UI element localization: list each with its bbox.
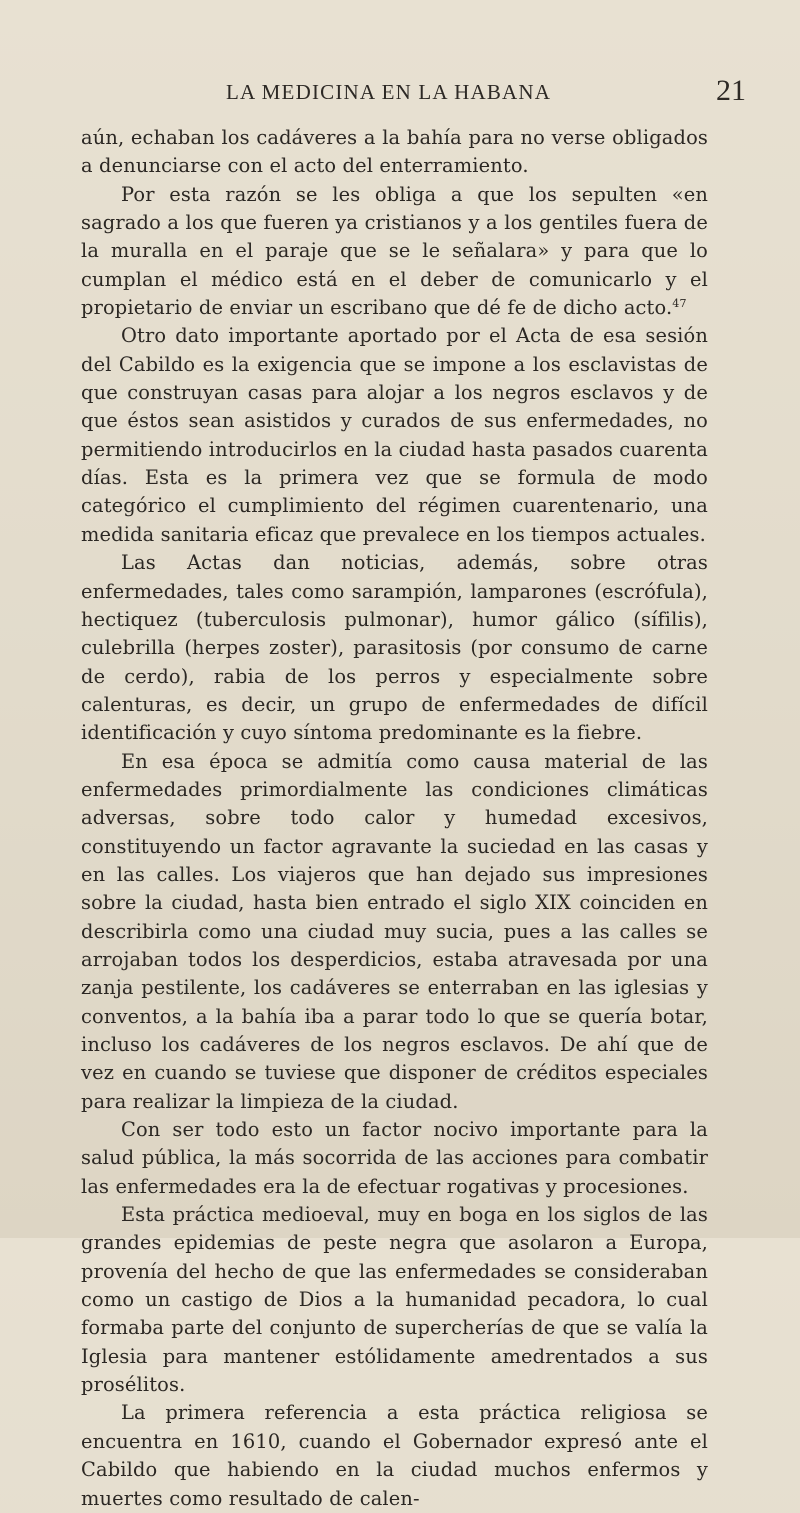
paragraph-text: Con ser todo esto un factor nocivo importante para la salud pública, la más socorrida de las acciones para combatir las enfermedades era la de efectuar rogativas y procesiones.	[81, 1118, 708, 1198]
paragraph-text: Por esta razón se les obliga a que los sepulten «en sagrado a los que fueren ya cristianos y a los gentiles fuera de la muralla en el paraje que se le señalara» y para que lo cumplan el médico está en el deber de comunicarlo y el propietario de enviar un escribano que dé fe de dicho acto.	[81, 182, 708, 320]
paragraph-text: aún, echaban los cadáveres a la bahía para no verse obligados a denunciarse con el acto del enterramiento.	[81, 126, 708, 178]
paragraph	[81, 1116, 708, 1201]
paragraph-text: Esta práctica medioeval, muy en boga en los siglos de las grandes epidemias de peste negra que asolaron a Europa, provenía del hecho de que las enfermedades se consideraban como un castigo de Dios a la humanidad pecadora, lo cual formaba parte del conjunto de supercherías de que se valía la Iglesia para mantener estólidamente amedrentados a sus prosélitos.	[81, 1203, 708, 1397]
running-header	[0, 74, 800, 108]
body-text	[81, 124, 708, 1513]
page-number: 21	[716, 74, 746, 107]
paragraph-continuation	[81, 124, 708, 181]
paragraph-text: En esa época se admitía como causa material de las enfermedades primordialmente las condiciones climáticas adversas, sobre todo calor y humedad excesivos, constituyendo un factor agravante la suciedad en las casas y en las calles. Los viajeros que han dejado sus impresiones sobre la ciudad, hasta bien entrado el siglo XIX coinciden en describirla como una ciudad muy sucia, pues a las calles se arrojaban todos los desperdicios, estaba atravesada por una zanja pestilente, los cadáveres se enterraban en las iglesias y conventos, a la bahía iba a parar todo lo que se quería botar, incluso los cadáveres de los negros esclavos. De ahí que de vez en cuando se tuviese que disponer de créditos especiales para realizar la limpieza de la ciudad.	[81, 749, 708, 1113]
paragraph	[81, 549, 708, 747]
footnote-marker: 47	[672, 297, 687, 311]
paragraph-text: Las Actas dan noticias, además, sobre otras enfermedades, tales como sarampión, lamparones (escrófula), hectiquez (tuberculosis pulmonar), humor gálico (sífilis), culebrilla (herpes zoster), parasitosis (por consumo de carne de cerdo), rabia de los perros y especialmente sobre calenturas, es decir, un grupo de enfermedades de difícil identificación y cuyo síntoma predominante es la fiebre.	[81, 551, 708, 745]
paragraph	[81, 322, 708, 549]
paragraph	[81, 748, 708, 1116]
paragraph-text: Otro dato importante aportado por el Acta de esa sesión del Cabildo es la exigencia que se impone a los esclavistas de que construyan casas para alojar a los negros esclavos y de que éstos sean asistidos y curados de sus enfermedades, no permitiendo introducirlos en la ciudad hasta pasados cuarenta días. Esta es la primera vez que se formula de modo categórico el cumplimiento del régimen cuarentenario, una medida sanitaria eficaz que prevalece en los tiempos actuales.	[81, 324, 708, 546]
paragraph	[81, 1201, 708, 1399]
paragraph	[81, 1399, 708, 1512]
paragraph-text: La primera referencia a esta práctica religiosa se encuentra en 1610, cuando el Gobernador expresó ante el Cabildo que habiendo en la ciudad muchos enfermos y muertes como resultado de calen-	[81, 1401, 708, 1510]
running-title: LA MEDICINA EN LA HABANA	[226, 80, 552, 104]
paragraph	[81, 181, 708, 323]
